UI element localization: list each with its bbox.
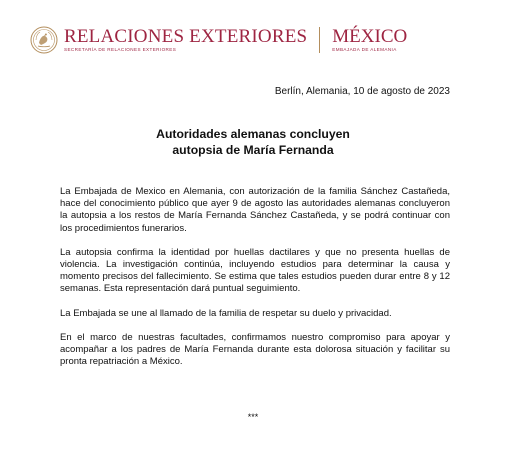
paragraph-3: La Embajada se une al llamado de la familia de respetar su duelo y privacidad. bbox=[60, 307, 392, 319]
date-line: Berlín, Alemania, 10 de agosto de 2023 bbox=[274, 86, 450, 97]
closing-mark: *** bbox=[247, 412, 259, 422]
paragraph-2: La autopsia confirma la identidad por huellas dactilares y que no presenta huellas de violencia. La investigación continúa, incluyendo estudios para determinar la causa y momento precisos del fallecimiento. Se estima que tales estudios pueden durar entre 8 y 12 semanas. Esta representación dará puntual seguimiento. bbox=[60, 246, 450, 295]
organization-block bbox=[64, 27, 307, 53]
header-divider bbox=[319, 27, 320, 53]
paragraph-4: En el marco de nuestras facultades, confirmamos nuestro compromiso para apoyar y acompañar a los padres de María Fernanda durante esta dolorosa situación y facilitar su pronta repatriación a México. bbox=[60, 331, 450, 368]
letterhead bbox=[30, 24, 407, 56]
country-subtitle: EMBAJADA DE ALEMANIA bbox=[332, 47, 397, 52]
document-body bbox=[60, 186, 450, 380]
country-name: MÉXICO bbox=[332, 26, 408, 47]
organization-subtitle: SECRETARÍA DE RELACIONES EXTERIORES bbox=[64, 47, 177, 52]
document-title bbox=[0, 126, 506, 158]
title-line-1: Autoridades alemanas concluyen bbox=[156, 127, 350, 141]
mexico-seal-icon bbox=[30, 26, 58, 54]
title-line-2: autopsia de María Fernanda bbox=[172, 143, 334, 157]
organization-name: RELACIONES EXTERIORES bbox=[64, 26, 308, 47]
country-block bbox=[332, 27, 407, 53]
paragraph-1: La Embajada de Mexico en Alemania, con autorización de la familia Sánchez Castañeda, hace del conocimiento público que ayer 9 de agosto las autoridades alemanas concluyeron la autopsia a los restos de María Fernanda Sánchez Castañeda, y se podrá continuar con los procedimientos funerarios. bbox=[60, 186, 450, 234]
